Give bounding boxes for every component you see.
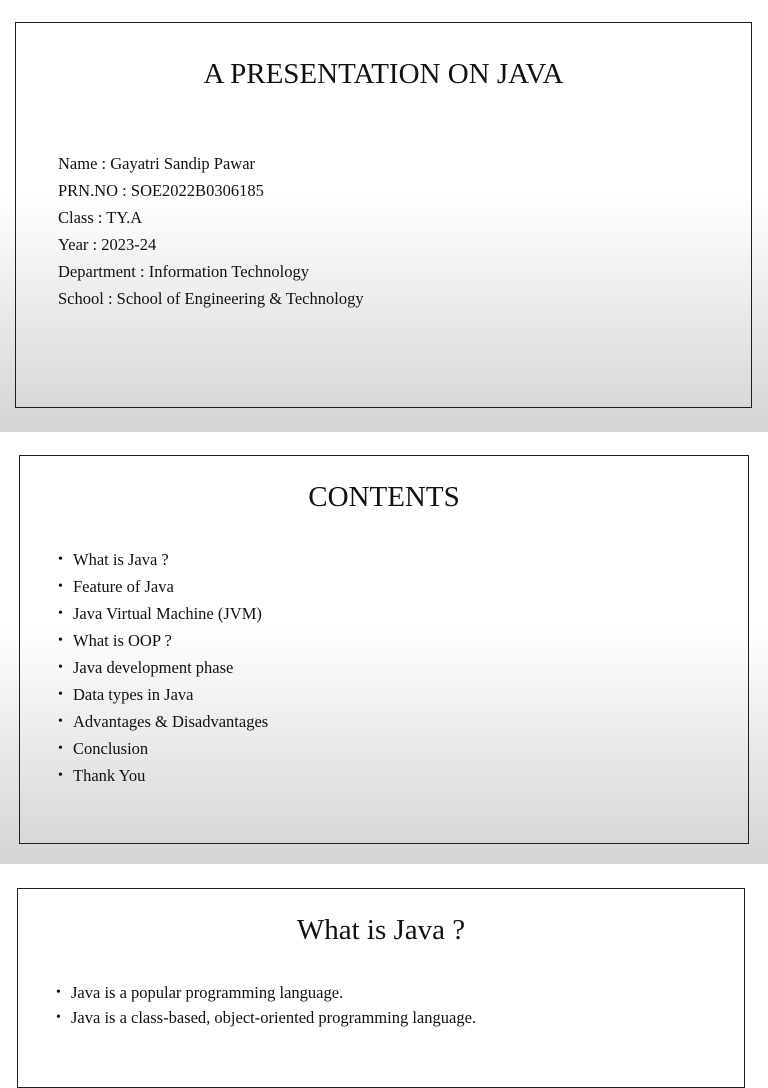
slide-1-frame xyxy=(15,22,752,408)
slide-title: What is Java ? xyxy=(296,914,466,946)
bullet-icon: • xyxy=(58,579,63,594)
bullet-icon: • xyxy=(58,687,63,702)
list-item: • Thank You xyxy=(58,762,268,789)
detail-prn: PRN.NO : SOE2022B0306185 xyxy=(58,181,264,200)
contents-list xyxy=(58,546,268,789)
slide-title: A PRESENTATION ON JAVA xyxy=(203,58,564,90)
bullet-icon: • xyxy=(58,633,63,648)
presenter-details xyxy=(58,150,364,312)
slide-3-frame xyxy=(17,888,745,1088)
bullet-icon: • xyxy=(56,985,61,1000)
slide-1 xyxy=(0,0,768,432)
detail-name: Name : Gayatri Sandip Pawar xyxy=(58,154,256,173)
slide-2-frame xyxy=(19,455,749,844)
list-item: • Java is a popular programming language. xyxy=(56,979,476,1006)
detail-department: Department : Information Technology xyxy=(58,262,310,281)
bullet-icon: • xyxy=(58,768,63,783)
bullet-icon: • xyxy=(58,552,63,567)
detail-school: School : School of Engineering & Technology xyxy=(58,289,364,308)
slide-2 xyxy=(0,432,768,864)
slide-3 xyxy=(0,864,768,1027)
list-item: • What is OOP ? xyxy=(58,627,268,654)
list-item: • Data types in Java xyxy=(58,681,268,708)
detail-class: Class : TY.A xyxy=(58,208,143,227)
slide-title: CONTENTS xyxy=(308,481,460,513)
bullet-icon: • xyxy=(58,606,63,621)
java-intro-list xyxy=(56,979,476,1030)
bullet-icon: • xyxy=(58,741,63,756)
detail-year: Year : 2023-24 xyxy=(58,235,157,254)
list-item: • Conclusion xyxy=(58,735,268,762)
list-item: • Java Virtual Machine (JVM) xyxy=(58,600,268,627)
bullet-icon: • xyxy=(58,714,63,729)
list-item: • Java development phase xyxy=(58,654,268,681)
list-item: • Java is a class-based, object-oriented programming language. xyxy=(56,1006,476,1030)
list-item: • What is Java ? xyxy=(58,546,268,573)
bullet-icon: • xyxy=(58,660,63,675)
list-item: • Feature of Java xyxy=(58,573,268,600)
bullet-icon: • xyxy=(56,1010,61,1025)
list-item: • Advantages & Disadvantages xyxy=(58,708,268,735)
